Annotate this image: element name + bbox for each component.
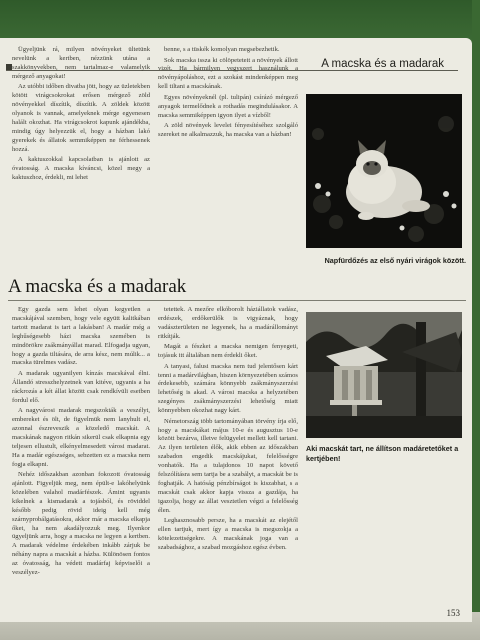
bird-feeder-illustration <box>306 312 462 438</box>
paragraph: A madarak ugyanilyen kínzás macskával élni. Állandó stresszhelyzetnek van kitéve, ugyanis a ha ráckrozás a két állat között csak rendkívüli esetben fordul elő. <box>12 369 150 404</box>
paragraph: Sok macska issza ki cölöpeteteit a növények állott vizét. Ha bármilyen vegyszert használunk a növényápoláshoz, ezt a szokást mindenképpen meg kell tiltani a macskának. <box>158 56 298 91</box>
bottom-text-column-2 <box>158 306 298 622</box>
paragraph: Ügyeljünk rá, milyen növényeket ültetünk nevelünk a kertben, nézzünk utána a szakkönyvekben, nem tartalmaz-e valamelyik mérgező anyagokat! <box>12 46 150 80</box>
paragraph: Magát a fészket a macska nemigen fenyegeti, tojásuk itt általában nem érdekli őket. <box>158 343 298 360</box>
paragraph: A tanyasi, falusi macska nem tud jelentősen kárt tenni a madárvilágban, hiszen környezetében számos érdekesebb, számára könnyebb zsákmányszerzési lehetőség is akad. A városi macska a helyzetében szegényes zsákmányszerzési lehetőség miatt könnyebben okozhat nagy kárt. <box>158 362 298 415</box>
paragraph: Nehéz időszakban azonban fokozott óvatosság ajánlott. Figyeljük meg, nem épült-e lakóhelyünk közelében valahol madárfészek. Ámint ugyanis kikelnek a kismadarak a tojásból, és röviddel később pedig rövid ideig kell még szárnyprobálgatásokra, akkor már a macska elkapja őket, ha nem akadályozzuk meg. Ilyenkor ügyeljünk arra, hogy a macska ne legyen a kertben. A madarak védelme érdekében inkább zárjuk be néhány napra a macskát a házba. Különösen fontos az óvatosság, ha védett madárfaj képviselői a veszélyez- <box>12 471 150 577</box>
paragraph: A nagyvárosi madarak megszokták a veszélyt, embereket és ölt, de figyelmük nem lanyhult el, azonnal észreveszik a közeledő macskát. A macskának nagyon ritkán sikerül csak elkapnia egy teljesen ellustult, elkényelmesedett városi madarat. Ha a madár egészséges, sebzetten ez a macska nem fogja elkapni. <box>12 407 150 468</box>
paragraph: Egyes növényeknél (pl. tulipán) csírázó mérgező anyagok termelődnek a rothadás megindulásakor. A macska semmiképpen igyon ilyet a vízből! <box>158 93 298 119</box>
paragraph: A zöld növények levelei fényesítéséhez szolgáló szereket ne alkalmazzuk, ha macska van a házban! <box>158 122 298 138</box>
bird-feeder-photo <box>306 312 462 438</box>
bottom-text-column-1 <box>12 306 150 622</box>
section-rule <box>8 300 466 301</box>
paragraph: Németország több tartományában törvény írja elő, hogy a macskákat május 10-e és augusztus 10-e között bezárva, illetve felügyelet mellett kell tartani. Az ilyen területen élők, akik ebben az időszakban szabadon engedik macskájukat, felelősségre vonhatók. Ha a tulajdonos 10 napot követő felszólításra sem tartja be a szabályt, a macskát be is foghatják. A hatóság pénzbírságot is kiszabhat, s a macskát csak akkor kapja vissza a gazdája, ha igazolja, hogy az állat vesztetlen végzi a felelősség élen. <box>158 417 298 514</box>
paragraph: tetettek. A mezőre elkóborolt háziállatok vadász, erdészek, erdőkerülők is vigyáznak, hogy vadászterületen ne legyenek, ha a madárállományt ritkítják. <box>158 306 298 340</box>
top-text-column-1 <box>12 46 150 246</box>
paragraph: Leghasznosabb persze, ha a macskát az elejétől ellen tartjuk, mert így a macska is megszokja a kötelezettségekre. A macskának joga van a szabadsághoz, a szabad mozgáshoz egész évben. <box>158 517 298 551</box>
paragraph: Az utóbbi időben divatba jött, hogy az üzletekben kötött virágcsokrokat erősen mérgező zöld növényekkel díszítik, díszítik. A zöldek között olyanok is vannak, amelyeknek mérge egyenesen halált okozhat. Ha virágcsokrot kapunk ajándékba, mindig úgy helyezzük el, hogy a házban lakó gyerekek és állatok semmiképpen ne férhessenek hozzá. <box>12 83 150 153</box>
top-text-column-2 <box>158 46 298 246</box>
running-header-title: A macska és a madarak <box>321 58 444 70</box>
cat-photo-illustration <box>306 94 462 248</box>
paragraph: A kaktuszokkal kapcsolatban is ajánlott az óvatosság. A macska kíváncsi, közel megy a kaktuszhoz, érdekli, mi lehet <box>12 156 150 181</box>
paragraph: benne, s a tüskék komolyan megsebezhetik. <box>164 46 280 53</box>
cat-in-flowers-photo <box>306 94 462 248</box>
green-binding-right <box>472 0 480 640</box>
bird-feeder-caption: Aki macskát tart, ne állítson madáretetőket a kertjében! <box>306 444 459 463</box>
paragraph: Egy gazda sem lehet olyan kegyetlen a macskájával szemben, hogy vele együtt kalitkában tartott madarat is tart a lakásban! A madár még a leghűségesebb házi macska szemében is mindörökre zsákmányállat marad. Elfogadja ugyan, hogy a gazda tiltására, de arra kész, nem múlik... a macska türelmes vadász. <box>12 306 150 367</box>
page-number: 153 <box>446 608 460 618</box>
cat-photo-caption: Napfürdőzés az első nyári virágok között. <box>324 256 466 265</box>
section-title: A macska és a madarak <box>8 276 187 297</box>
